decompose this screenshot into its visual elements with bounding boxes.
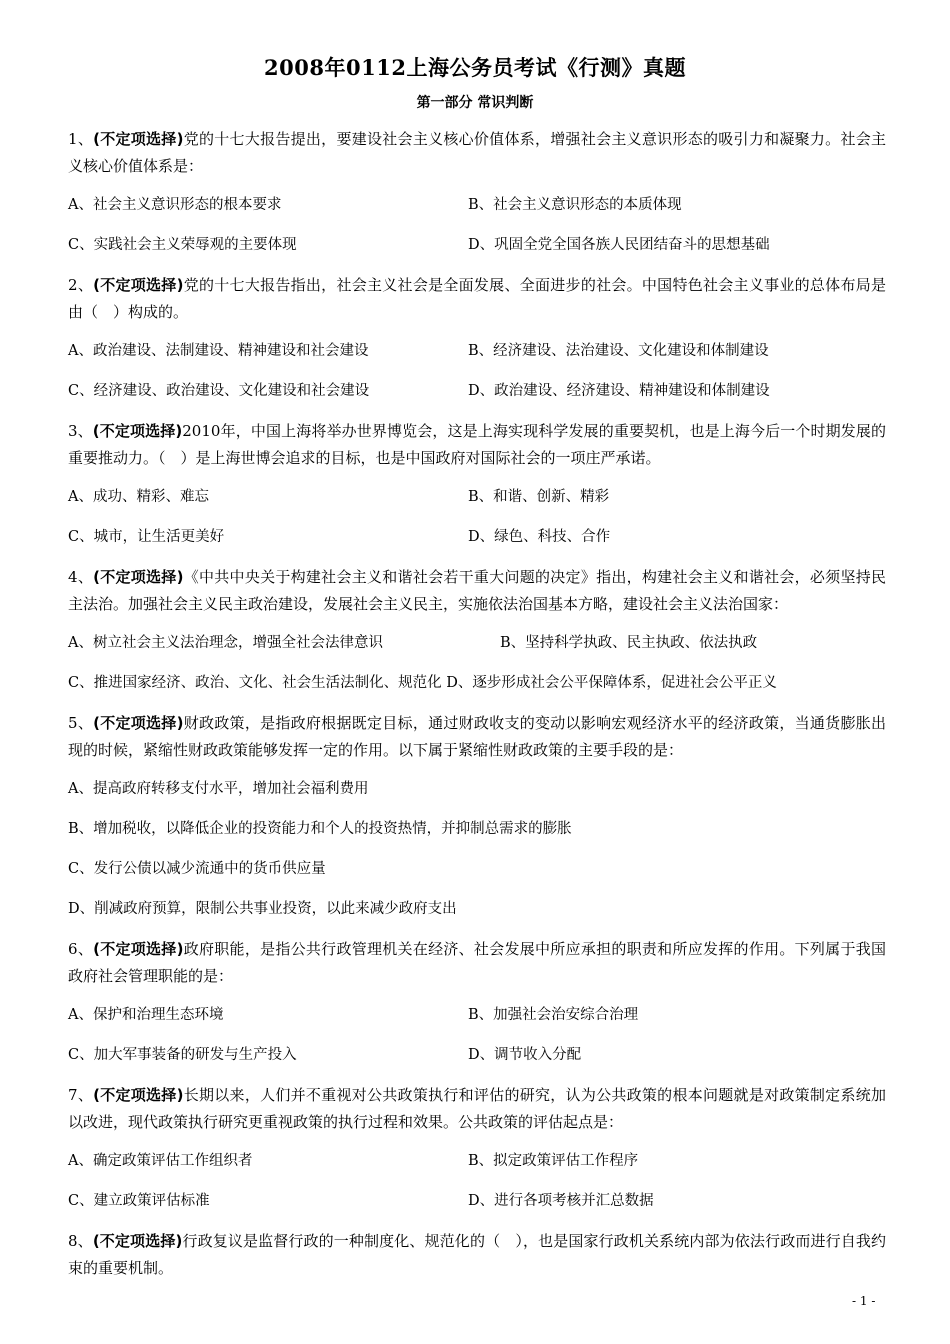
question-stem — [68, 418, 886, 472]
option-row — [68, 1188, 886, 1215]
page-title: 2008年0112上海公务员考试《行测》真题 — [264, 55, 686, 80]
question-number: 7、 — [68, 1086, 94, 1104]
question-type-tag: (不定项选择) — [93, 1086, 184, 1104]
option-a: A、成功、精彩、难忘 — [68, 489, 209, 505]
question-stem — [68, 126, 886, 180]
option-b: B、社会主义意识形态的本质体现 — [468, 197, 682, 213]
question-text: 长期以来，人们并不重视对公共政策执行和评估的研究，认为公共政策的根本问题就是对政策制定系统加以改进，现代政策执行研究更重视政策的执行过程和效果。公共政策的评估起点是： — [68, 1086, 886, 1131]
option-row — [68, 1148, 886, 1175]
option-c: C、建立政策评估标准 — [68, 1193, 210, 1209]
option-row — [68, 484, 886, 511]
option-d: D、巩固全党全国各族人民团结奋斗的思想基础 — [468, 237, 770, 253]
question-number: 6、 — [68, 940, 94, 958]
question-stem — [68, 1082, 886, 1136]
option-d: D、削减政府预算，限制公共事业投资，以此来减少政府支出 — [68, 901, 457, 917]
question-6 — [68, 936, 886, 1069]
question-stem — [68, 272, 886, 326]
option-c: C、推进国家经济、政治、文化、社会生活法制化、规范化 — [68, 675, 442, 691]
option-b: B、坚持科学执政、民主执政、依法执政 — [500, 635, 758, 651]
question-stem — [68, 564, 886, 618]
option-b: B、加强社会治安综合治理 — [468, 1007, 639, 1023]
option-b: B、经济建设、法治建设、文化建设和体制建设 — [468, 343, 769, 359]
question-8 — [68, 1228, 886, 1282]
question-stem — [68, 710, 886, 764]
question-number: 1、 — [68, 130, 94, 148]
option-row — [68, 232, 886, 259]
question-type-tag: (不定项选择) — [93, 568, 184, 586]
question-number: 8、 — [68, 1232, 93, 1250]
option-d: D、调节收入分配 — [468, 1047, 582, 1063]
question-4 — [68, 564, 886, 697]
option-a: A、政治建设、法制建设、精神建设和社会建设 — [68, 343, 369, 359]
option-c: C、城市，让生活更美好 — [68, 529, 225, 545]
question-text: 2010年，中国上海将举办世界博览会，这是上海实现科学发展的重要契机，也是上海今后一个时期发展的重要推动力。（ ）是上海世博会追求的目标，也是中国政府对国际社会的一项庄严承诺。 — [68, 422, 886, 467]
option-a: A、社会主义意识形态的根本要求 — [68, 197, 282, 213]
option-b: B、和谐、创新、精彩 — [468, 489, 610, 505]
question-number: 2、 — [68, 276, 94, 294]
option-d: D、逐步形成社会公平保障体系，促进社会公平正义 — [446, 675, 777, 691]
question-2 — [68, 272, 886, 405]
option-row — [68, 630, 886, 657]
option-a: A、确定政策评估工作组织者 — [68, 1153, 253, 1169]
question-number: 5、 — [68, 714, 94, 732]
option-row — [68, 192, 886, 219]
question-type-tag: (不定项选择) — [93, 940, 184, 958]
question-type-tag: (不定项选择) — [93, 276, 184, 294]
question-list — [68, 126, 886, 1294]
section-heading: 第一部分 常识判断 — [416, 95, 534, 111]
option-c: C、发行公债以减少流通中的货币供应量 — [68, 861, 326, 877]
option-a: A、保护和治理生态环境 — [68, 1007, 224, 1023]
option-b: B、拟定政策评估工作程序 — [468, 1153, 639, 1169]
option-row — [68, 670, 886, 697]
option-a: A、提高政府转移支付水平，增加社会福利费用 — [68, 781, 369, 797]
option-row — [68, 1042, 886, 1069]
option-row — [68, 378, 886, 405]
question-number: 4、 — [68, 568, 94, 586]
question-7 — [68, 1082, 886, 1215]
question-1 — [68, 126, 886, 259]
option-row — [68, 338, 886, 365]
option-row — [68, 1002, 886, 1029]
option-row — [68, 524, 886, 551]
option-b: B、增加税收，以降低企业的投资能力和个人的投资热情，并抑制总需求的膨胀 — [68, 821, 572, 837]
option-c: C、加大军事装备的研发与生产投入 — [68, 1047, 297, 1063]
question-stem — [68, 1228, 886, 1282]
option-d: D、政治建设、经济建设、精神建设和体制建设 — [468, 383, 770, 399]
question-text: 《中共中央关于构建社会主义和谐社会若干重大问题的决定》指出，构建社会主义和谐社会，必须坚持民主法治。加强社会主义民主政治建设，发展社会主义民主，实施依法治国基本方略，建设社会主义法治国家： — [68, 568, 886, 613]
option-c: C、经济建设、政治建设、文化建设和社会建设 — [68, 383, 370, 399]
page-number: - 1 - — [852, 1294, 876, 1308]
question-type-tag: (不定项选择) — [92, 422, 183, 440]
question-text: 财政政策，是指政府根据既定目标，通过财政收支的变动以影响宏观经济水平的经济政策，当通货膨胀出现的时候，紧缩性财政政策能够发挥一定的作用。以下属于紧缩性财政政策的主要手段的是： — [68, 714, 886, 759]
question-stem — [68, 936, 886, 990]
question-text: 党的十七大报告指出，社会主义社会是全面发展、全面进步的社会。中国特色社会主义事业的总体布局是由（ ）构成的。 — [68, 276, 886, 321]
question-5 — [68, 710, 886, 923]
question-type-tag: (不定项选择) — [92, 1232, 183, 1250]
option-c: C、实践社会主义荣辱观的主要体现 — [68, 237, 297, 253]
question-3 — [68, 418, 886, 551]
option-a: A、树立社会主义法治理念，增强全社会法律意识 — [68, 635, 383, 651]
question-number: 3、 — [68, 422, 93, 440]
option-d: D、绿色、科技、合作 — [468, 529, 611, 545]
question-text: 政府职能，是指公共行政管理机关在经济、社会发展中所应承担的职责和所应发挥的作用。下列属于我国政府社会管理职能的是： — [68, 940, 886, 985]
option-d: D、进行各项考核并汇总数据 — [468, 1193, 654, 1209]
question-text: 党的十七大报告提出，要建设社会主义核心价值体系，增强社会主义意识形态的吸引力和凝聚力。社会主义核心价值体系是： — [68, 130, 886, 175]
question-text: 行政复议是监督行政的一种制度化、规范化的（ ），也是国家行政机关系统内部为依法行政而进行自我约束的重要机制。 — [68, 1232, 886, 1277]
question-type-tag: (不定项选择) — [93, 714, 184, 732]
question-type-tag: (不定项选择) — [93, 130, 184, 148]
